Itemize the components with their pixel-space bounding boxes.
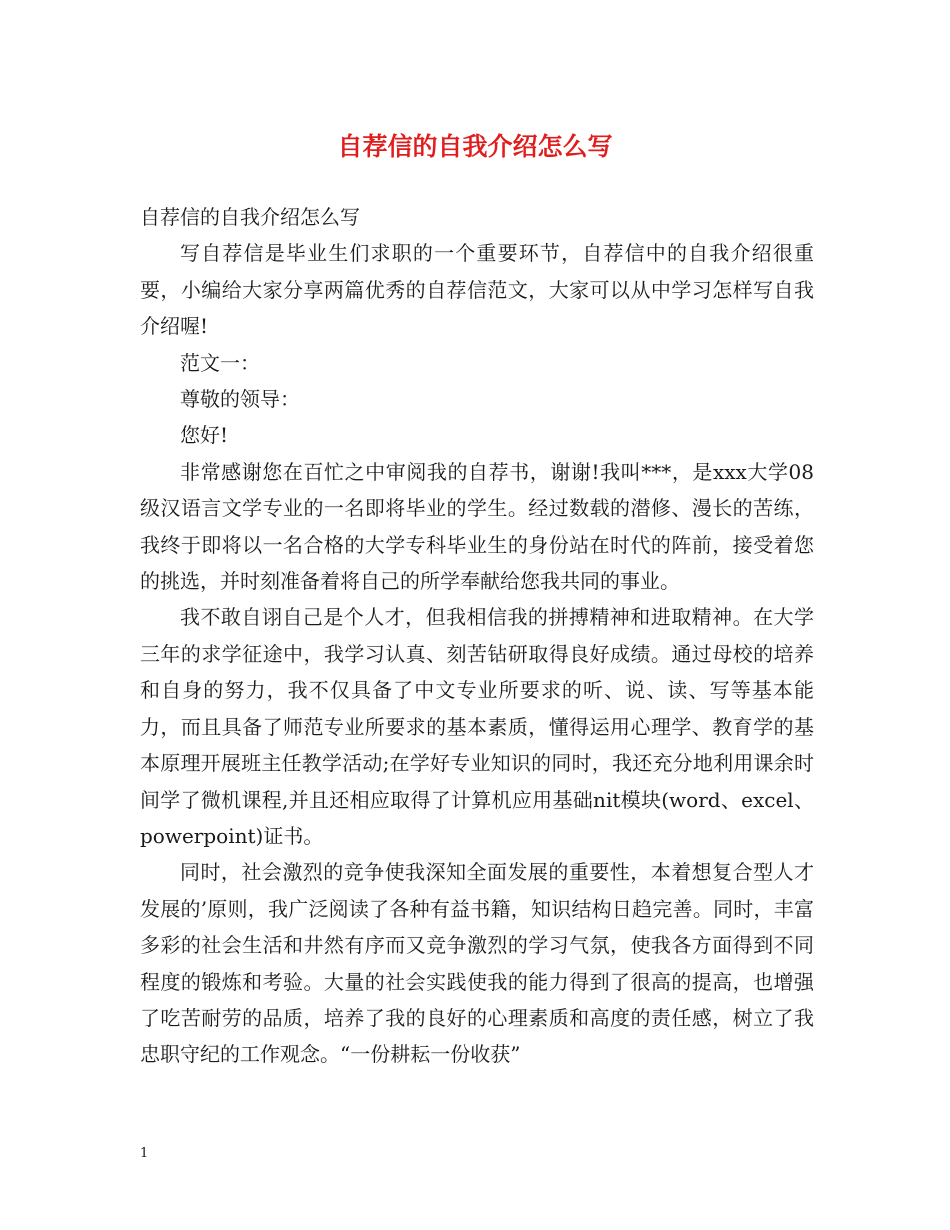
document-body bbox=[140, 199, 814, 1073]
paragraph-development: 同时，社会激烈的竞争使我深知全面发展的重要性，本着想复合型人才发展的’原则，我广泛阅读了各种有益书籍，知识结构日趋完善。同时，丰富多彩的社会生活和井然有序而又竞争激烈的学习气氛，使我各方面得到不同程度的锻炼和考验。大量的社会实践使我的能力得到了很高的提高，也增强了吃苦耐劳的品质，培养了我的良好的心理素质和高度的责任感，树立了我忠职守纪的工作观念。“一份耕耘一份收获” bbox=[140, 860, 814, 1067]
paragraph-intro: 写自荐信是毕业生们求职的一个重要环节，自荐信中的自我介绍很重要，小编给大家分享两篇优秀的自荐信范文，大家可以从中学习怎样写自我介绍喔! bbox=[140, 241, 814, 339]
paragraph-thanks: 非常感谢您在百忙之中审阅我的自荐书，谢谢!我叫***，是xxx大学08级汉语言文学专业的一名即将毕业的学生。经过数载的潜修、漫长的苦练，我终于即将以一名合格的大学专科毕业生的身份站在时代的阵前，接受着您的挑选，并时刻准备着将自己的所学奉献给您我共同的事业。 bbox=[140, 459, 814, 594]
paragraph-study: 我不敢自诩自己是个人才，但我相信我的拼搏精神和进取精神。在大学三年的求学征途中，我学习认真、刻苦钻研取得良好成绩。通过母校的培养和自身的努力，我不仅具备了中文专业所要求的听、说、读、写等基本能力，而且具备了师范专业所要求的基本素质，懂得运用心理学、教育学的基本原理开展班主任教学活动;在学好专业知识的同时，我还充分地利用课余时间学了微机课程,并且还相应取得了计算机应用基础nit模块(word、excel、powerpoint)证书。 bbox=[140, 605, 814, 848]
page-number: 1 bbox=[140, 1146, 149, 1161]
document-title: 自荐信的自我介绍怎么写 bbox=[337, 132, 613, 161]
document-subtitle: 自荐信的自我介绍怎么写 bbox=[140, 205, 360, 229]
paragraph-salutation: 尊敬的领导： bbox=[180, 387, 300, 412]
paragraph-greeting: 您好! bbox=[180, 423, 229, 448]
paragraph-sample-label: 范文一： bbox=[180, 350, 260, 375]
